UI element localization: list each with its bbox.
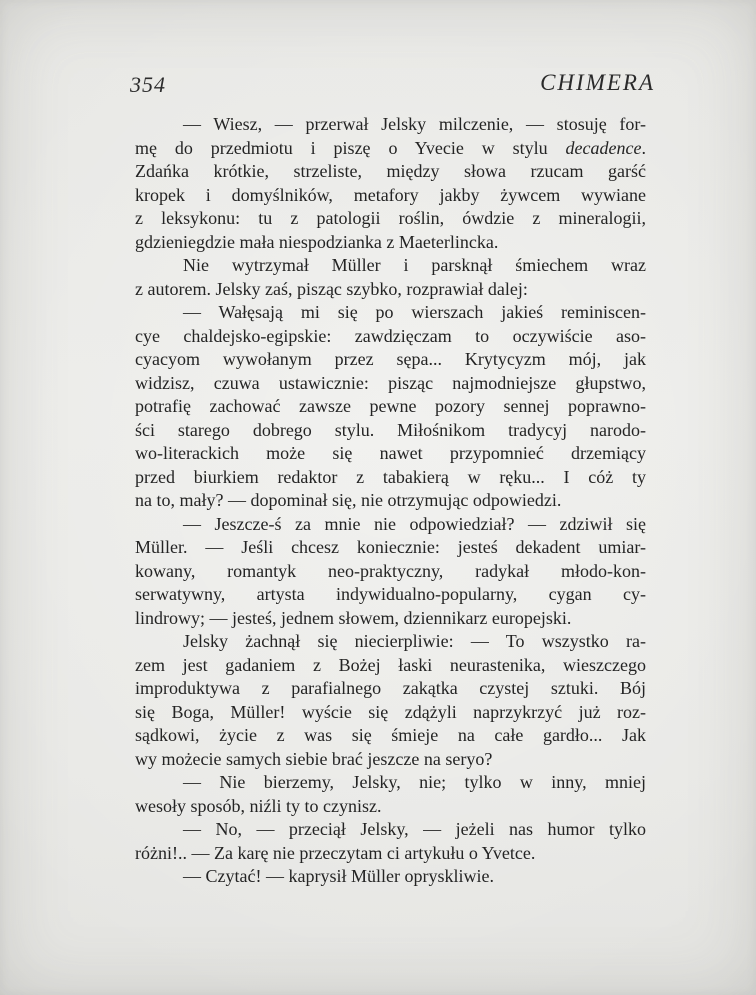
text-line: zem jest gadaniem z Bożej łaski neurastenika, wieszczego <box>135 654 646 675</box>
text-line: z autorem. Jelsky zaś, pisząc szybko, rozprawiał dalej: <box>135 278 528 299</box>
text-segment: mę do przedmiotu i piszę o Yvecie w stylu <box>135 137 566 158</box>
text-line: widzisz, czuwa ustawicznie: pisząc najmodniejsze głupstwo, <box>135 372 646 393</box>
text-line: wo-literackich może się nawet przypomnieć drzemiący <box>135 443 646 463</box>
text-segment: . <box>641 137 646 158</box>
text-line: — Nie bierzemy, Jelsky, nie; tylko w inny, mniej <box>183 772 646 792</box>
paragraph <box>135 513 646 631</box>
text-line: — Wiesz, — przerwał Jelsky milczenie, — stosuję for- <box>183 114 646 134</box>
running-head <box>130 70 655 102</box>
text-line: wesoły sposób, niźli ty to czynisz. <box>135 795 382 816</box>
text-line: kowany, romantyk neo-praktyczny, radykał młodo-kon- <box>135 560 646 581</box>
text-line: sądkowi, życie z was się śmieje na całe gardło... Jak <box>135 725 646 745</box>
text-line: cyacyom wywołanym przez sępa... Krytycyzm mój, jak <box>135 349 646 369</box>
text-line: na to, mały? — dopominał się, nie otrzymując odpowiedzi. <box>135 490 562 510</box>
paragraph <box>135 865 646 889</box>
text-line: się Boga, Müller! wyście się zdążyli naprzykrzyć już roz- <box>135 701 646 722</box>
text-line: — Czytać! — kaprysił Müller opryskliwie. <box>183 866 494 886</box>
text-line: ści starego dobrego stylu. Miłośnikom tradycyj narodo- <box>135 419 646 440</box>
page-text <box>135 113 646 889</box>
text-line: potrafię zachować zawsze pewne pozory sennej poprawno- <box>135 396 646 416</box>
paragraph <box>135 254 646 301</box>
paragraph <box>135 113 646 254</box>
text-line: serwatywny, artysta indywidualno-popularny, cygan cy- <box>135 584 646 604</box>
text-line: Nie wytrzymał Müller i parsknął śmiechem wraz <box>183 255 646 275</box>
text-line: Jelsky żachnął się niecierpliwie: — To wszystko ra- <box>183 631 646 651</box>
paragraph <box>135 771 646 818</box>
journal-title: CHIMERA <box>540 70 655 95</box>
text-line: wy możecie samych siebie brać jeszcze na seryo? <box>135 748 493 769</box>
text-line: z leksykonu: tu z patologii roślin, ówdzie z mineralogii, <box>135 208 646 228</box>
text-line: cye chaldejsko-egipskie: zawdzięczam to oczywiście aso- <box>135 325 646 346</box>
text-line: Müller. — Jeśli chcesz koniecznie: jesteś dekadent umiar- <box>135 537 646 557</box>
page-number: 354 <box>130 72 166 97</box>
text-line: — Jeszcze-ś za mnie nie odpowiedział? — zdziwił się <box>183 513 646 534</box>
paragraph <box>135 301 646 513</box>
text-line: różni!.. — Za karę nie przeczytam ci artykułu o Yvetce. <box>135 842 536 863</box>
text-line: gdzieniegdzie mała niespodzianka z Maeterlincka. <box>135 231 499 252</box>
text-line: — Wałęsają mi się po wierszach jakieś reminiscen- <box>183 302 646 322</box>
text-line: lindrowy; — jesteś, jednem słowem, dziennikarz europejski. <box>135 607 572 628</box>
text-line: — No, — przeciął Jelsky, — jeżeli nas humor tylko <box>183 819 646 839</box>
paragraph <box>135 818 646 865</box>
text-line: improduktywa z parafialnego zakątka czystej sztuki. Bój <box>135 678 646 698</box>
text-line: przed biurkiem redaktor z tabakierą w ręku... I cóż ty <box>135 466 646 487</box>
text-line: kropek i domyślników, metafory jakby żywcem wywiane <box>135 184 646 205</box>
text-line: Zdańka krótkie, strzeliste, między słowa rzucam garść <box>135 161 646 181</box>
paragraph <box>135 630 646 771</box>
italic-word: decadence <box>565 137 642 158</box>
text-line <box>135 137 646 161</box>
